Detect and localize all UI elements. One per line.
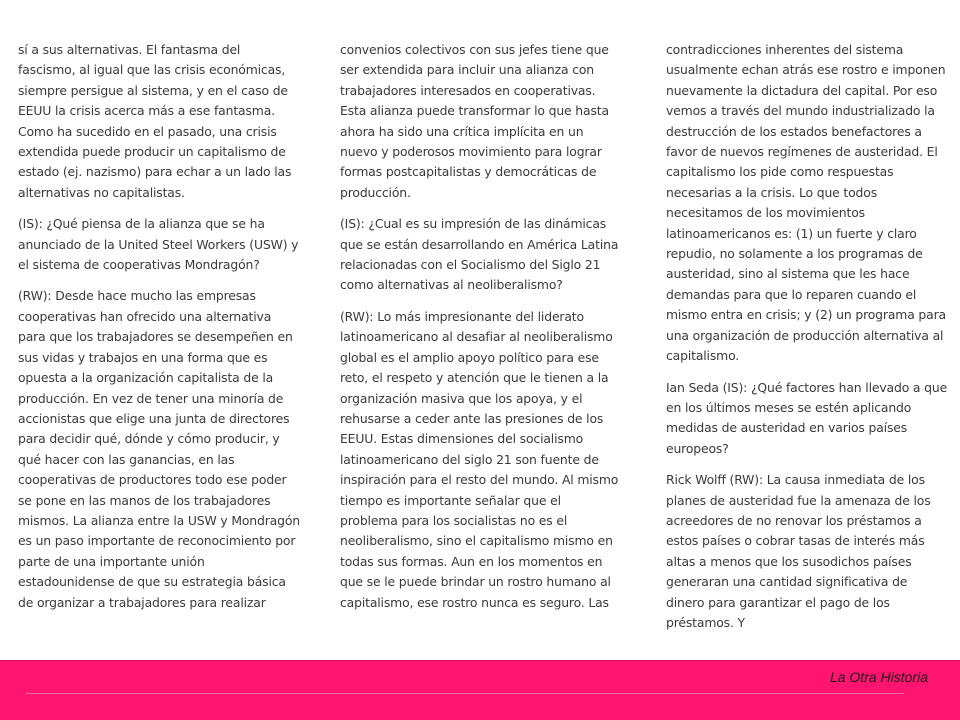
- paragraph: (RW): Lo más impresionante del liderato latinoamericano al desafiar al neoliberalismo global es el amplio apoyo político para ese reto, el respeto y atención que le tienen a la organización masiva que los apoya, y el rehusarse a ceder ante las presiones de los EEUU. Estas dimensiones del socialismo latinoamericano del siglo 21 son fuente de inspiración para el resto del mundo. Al mismo tiempo es importante señalar que el problema para los socialistas no es el neoliberalismo, sino el capitalismo mismo en todas sus formas. Aun en los momentos en que se le puede brindar un rostro humano al capitalismo, ese rostro nunca es seguro. Las: [340, 308, 619, 610]
- paragraph: (RW): Desde hace mucho las empresas cooperativas han ofrecido una alternativa para que los trabajadores se desempeñen en sus vidas y trabajos en una forma que es opuesta a la organización capitalista de la producción. En vez de tener una minoría de accionistas que elige una junta de directores para decidir qué, dónde y cómo producir, y qué hacer con las ganancias, en las cooperativas de productores todo ese poder se pone en las manos de los trabajadores mismos. La alianza entre la USW y Mondragón es un paso importante de reconocimiento por parte de una importante unión estadounidense de que su estrategia básica de organizar a trabajadores para realizar: [18, 288, 300, 610]
- text-column-3: [666, 40, 948, 644]
- text-column-1: [18, 40, 300, 624]
- paragraph: Ian Seda (IS): ¿Qué factores han llevado a que en los últimos meses se estén aplicando medidas de austeridad en varios países europeos?: [666, 379, 948, 456]
- paragraph: contradicciones inherentes del sistema usualmente echan atrás ese rostro e imponen nuevamente la dictadura del capital. Por eso vemos a través del mundo industrializado la destrucción de los estados benefactores a favor de nuevos regímenes de austeridad. El capitalismo los pide como respuestas necesarias a la crisis. Lo que todos necesitamos de los movimientos latinoamericanos es: (1) un fuerte y claro repudio, no solamente a los programas de austeridad, sino al sistema que les hace demandas para que lo reparen cuando el mismo entra en crisis; y (2) un programa para una organización de producción alternativa al capitalismo.: [666, 42, 946, 364]
- text-column-2: [340, 40, 622, 624]
- footer-divider: [26, 693, 904, 694]
- paragraph: (IS): ¿Cual es su impresión de las dinámicas que se están desarrollando en América Latina relacionadas con el Socialismo del Siglo 21 como alternativas al neoliberalismo?: [340, 216, 619, 293]
- paragraph: (IS): ¿Qué piensa de la alianza que se ha anunciado de la United Steel Workers (USW) y el sistema de cooperativas Mondragón?: [18, 216, 299, 273]
- paragraph: sí a sus alternativas. El fantasma del fascismo, al igual que las crisis económicas, siempre persigue al sistema, y en el caso de EEUU la crisis acerca más a ese fantasma. Como ha sucedido en el pasado, una crisis extendida puede producir un capitalismo de estado (ej. nazismo) para echar a un lado las alternativas no capitalistas.: [18, 42, 292, 200]
- paragraph: Rick Wolff (RW): La causa inmediata de los planes de austeridad fue la amenaza de los acreedores de no renovar los préstamos a estos países o cobrar tasas de interés más altas a menos que los susodichos países generaran una cantidad significativa de dinero para garantizar el pago de los préstamos. Y: [666, 472, 931, 630]
- footer-title: La Otra Historia: [829, 669, 928, 685]
- paragraph: convenios colectivos con sus jefes tiene que ser extendida para incluir una alianza con trabajadores interesados en cooperativas. Esta alianza puede transformar lo que hasta ahora ha sido una crítica implícita en un nuevo y poderosos movimiento para lograr formas postcapitalistas y democráticas de producción.: [340, 42, 609, 200]
- footer-bar: [0, 660, 960, 720]
